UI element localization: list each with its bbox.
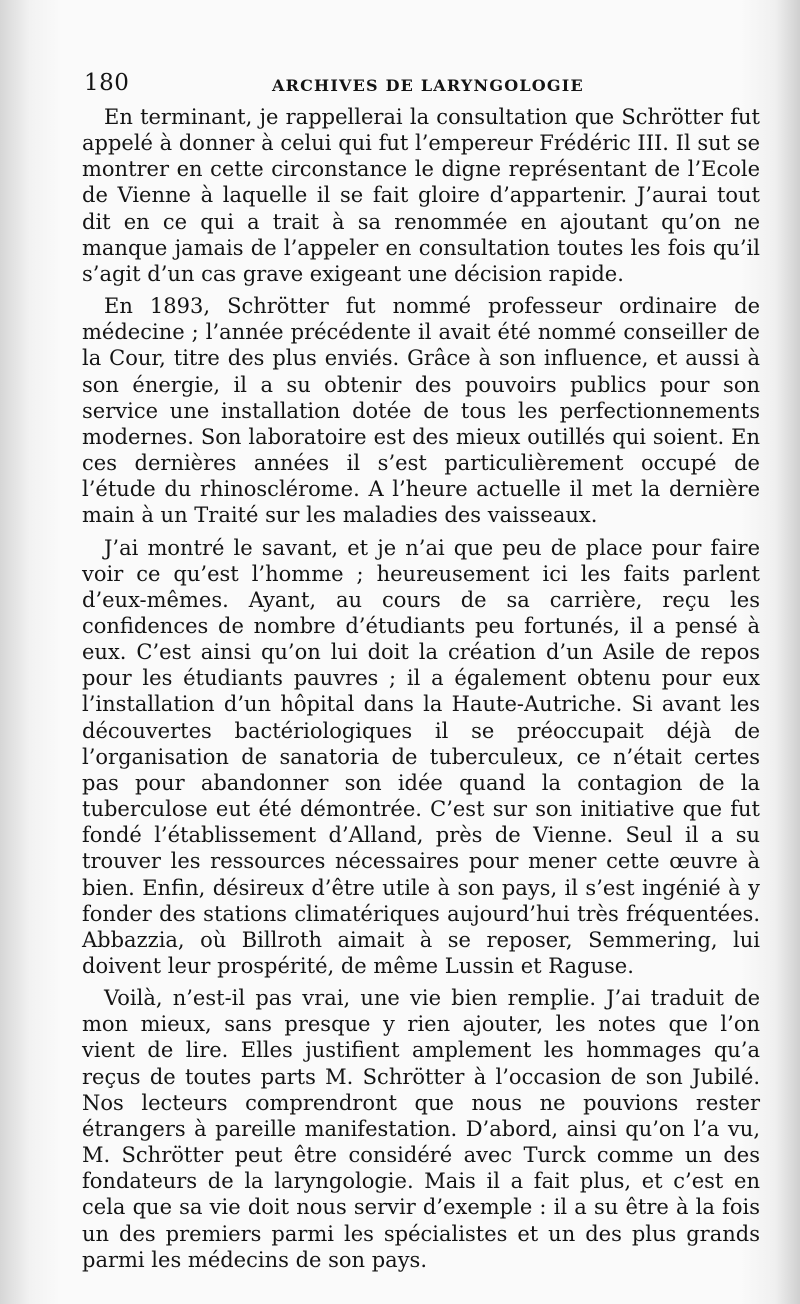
page-header <box>84 70 764 104</box>
running-head: ARCHIVES DE LARYNGOLOGIE <box>272 76 584 95</box>
body-text <box>82 104 760 1273</box>
paragraph-professorship: En 1893, Schrötter fut nommé professeur ordinaire de médecine ; l’année précédente il avait été nommé conseiller de la Cour, titre des plus enviés. Grâce à son influence, et aussi à son énergie, il a su obtenir des pouvoirs publics pour son service une installation dotée de tous les perfectionnements modernes. Son laboratoire est des mieux outillés qui soient. En ces dernières années il s’est particulièrement occupé de l’étude du rhinosclérome. A l’heure actuelle il met la dernière main à un Traité sur les maladies des vaisseaux. <box>82 294 760 528</box>
paragraph-consultation: En terminant, je rappellerai la consultation que Schrötter fut appelé à donner à celui qui fut l’empereur Frédéric III. Il sut se montrer en cette circonstance le digne représentant de l’Ecole de Vienne à laquelle il se fait gloire d’appartenir. J’aurai tout dit en ce qui a trait à sa renommée en ajoutant qu’on ne manque jamais de l’appeler en consultation toutes les fois qu’il s’agit d’un cas grave exigeant une décision rapide. <box>82 105 760 286</box>
page-number: 180 <box>84 70 130 96</box>
paragraph-conclusion: Voilà, n’est-il pas vrai, une vie bien remplie. J’ai traduit de mon mieux, sans presque y rien ajouter, les notes que l’on vient de lire. Elles justifient amplement les hommages qu’a reçus de toutes parts M. Schrötter à l’occasion de son Jubilé. Nos lecteurs comprendront que nous ne pouvions rester étrangers à pareille manifestation. D’abord, ainsi qu’on l’a vu, M. Schrötter peut être considéré avec Turck comme un des fondateurs de la laryngologie. Mais il a fait plus, et c’est en cela que sa vie doit nous servir d’exemple : il a su être à la fois un des premiers parmi les spécialistes et un des plus grands parmi les médecins de son pays. <box>82 986 760 1272</box>
paragraph-philanthropy: J’ai montré le savant, et je n’ai que peu de place pour faire voir ce qu’est l’homme ; heureusement ici les faits parlent d’eux-mêmes. Ayant, au cours de sa carrière, reçu les confidences de nombre d’étudiants peu fortunés, il a pensé à eux. C’est ainsi qu’on lui doit la création d’un Asile de repos pour les étudiants pauvres ; il a également obtenu pour eux l’installation d’un hôpital dans la Haute-Autriche. Si avant les découvertes bactériologiques il se préoccupait déjà de l’organisation de sanatoria de tuberculeux, ce n’était certes pas pour abandonner son idée quand la contagion de la tuberculose eut été démontrée. C’est sur son initiative que fut fondé l’établissement d’Alland, près de Vienne. Seul il a su trouver les ressources nécessaires pour mener cette œuvre à bien. Enfin, désireux d’être utile à son pays, il s’est ingénié à y fonder des stations climatériques aujourd’hui très fréquentées. Abbazzia, où Billroth aimait à se reposer, Semmering, lui doivent leur prospérité, de même Lussin et Raguse. <box>82 535 760 978</box>
